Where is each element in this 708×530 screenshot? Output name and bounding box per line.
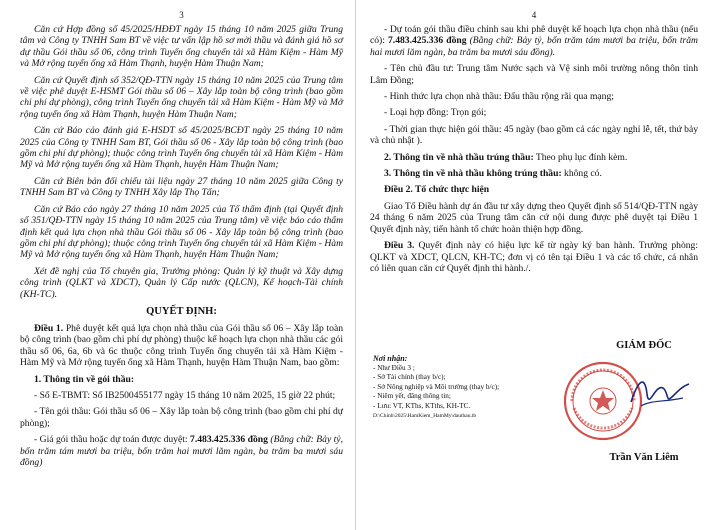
legal-basis-paragraph: Căn cứ Biên bản đối chiếu tài liệu ngày 27 tháng 10 năm 2025 giữa Công ty TNHH Sam BT và Công ty TNHH Xây lắp Thọ Tấn; <box>20 175 343 199</box>
recipients-title: Nơi nhận: <box>373 354 408 363</box>
method-line: - Hình thức lựa chọn nhà thầu: Đấu thầu rộng rãi qua mạng; <box>384 91 614 103</box>
section-2-text: Theo phụ lục đính kèm. <box>533 151 628 163</box>
adjusted-estimate-line <box>370 24 698 58</box>
package-price-line <box>20 434 343 468</box>
price-value: 7.483.425.336 đồng <box>190 434 268 446</box>
recipient-item: - Sở Tài chính (thay b/c); <box>373 373 446 382</box>
right-page <box>357 0 708 530</box>
signer-title: GIÁM ĐỐC <box>616 340 672 351</box>
article-3-text: Quyết định này có hiệu lực kể từ ngày ký ban hành. Trưởng phòng: QLKT và XDCT, QLCN, KH-TC; đơn vị có tên tại Điều 1 và các tổ chức, cá nhân có liên quan căn cứ Quyết định thi hành./. <box>370 240 698 274</box>
file-path: D:\Chinh\2025\HamKiem_HamMy\dauthau.tb <box>373 412 477 419</box>
page-number: 3 <box>179 10 184 20</box>
legal-basis-paragraph: Căn cứ Hợp đồng số 45/2025/HĐĐT ngày 15 tháng 10 năm 2025 giữa Trung tâm và Công ty TNHH Sam BT về việc tư vấn lập hồ sơ mời thầu và đánh giá hồ sơ dự thầu Gói thầu số 06, công trình Tuyến ống chuyển tải xã Hàm Kiệm - Hàm Mỹ và Mở rộng tuyến ống xã Hàm Thạnh, huyện Hàm Thuận Nam; <box>20 24 343 70</box>
recipient-item: - Niêm yết, đăng thông tin; <box>373 392 451 401</box>
package-name-line: - Tên gói thầu: Gói thầu số 06 – Xây lắp toàn bộ công trình (bao gồm chi phí dự phòng); <box>20 406 343 429</box>
price-prefix: - Giá gói thầu hoặc dự toán được duyệt: <box>34 434 191 446</box>
article-3-label: Điều 3. <box>384 240 415 252</box>
article-1-label: Điều 1. <box>34 322 64 334</box>
recipients-list <box>373 354 563 421</box>
article-2-text: Giao Tổ Điều hành dự án đầu tư xây dựng theo Quyết định số 514/QĐ-TTN ngày 24 tháng 6 năm 2025 của Trung tâm căn cứ nội dung được phê duyệt tại Điều 1 Quyết định này, tiến hành tổ chức hoàn thiện hợp đồng. <box>370 200 698 235</box>
recipient-item: - Sở Nông nghiệp và Môi trường (thay b/c); <box>373 382 500 391</box>
decision-heading: QUYẾT ĐỊNH: <box>146 305 217 317</box>
section-2 <box>370 152 698 163</box>
section-3-label: 3. Thông tin về nhà thầu không trúng thầu: <box>384 168 562 180</box>
price-in-words: (Bằng chữ: Bảy tỷ, bốn trăm tám mươi ba triệu, bốn trăm hai mươi lăm ngàn, ba trăm ba mươi sáu đồng) <box>20 434 344 468</box>
article-3 <box>370 240 698 274</box>
contract-type-line: - Loại hợp đồng: Trọn gói; <box>384 107 487 119</box>
article-2-heading: Điều 2. Tổ chức thực hiện <box>384 184 490 196</box>
article-1-text: Phê duyệt kết quả lựa chọn nhà thầu của Gói thầu số 06 – Xây lắp toàn bộ công trình (bao gồm chi phí dự phòng) thuộc kế hoạch lựa chọn nhà thầu các gói thầu số 06, 6a, 6b và 6c thuộc công trình Tuyến ống chuyển tải xã Hàm Kiệm - Hàm Mỹ và Mở rộng tuyến ống xã Hàm Thạnh, huyện Hàm Thuận Nam, bao gồm: <box>20 322 344 369</box>
estimate-value: 7.483.425.336 đồng <box>388 35 467 47</box>
ebmt-line: - Số E-TBMT: Số IB2500455177 ngày 15 tháng 10 năm 2025, 15 giờ 22 phút; <box>34 389 336 401</box>
recipient-item: - Như Điều 3 ; <box>373 363 415 372</box>
section-1-heading: 1. Thông tin về gói thầu: <box>34 373 135 385</box>
duration-line: - Thời gian thực hiện gói thầu: 45 ngày (bao gồm cả các ngày nghỉ lễ, tết, thứ bảy và chủ nhật ). <box>370 123 698 147</box>
legal-basis-paragraph: Căn cứ Báo cáo đánh giá E-HSDT số 45/2025/BCĐT ngày 25 tháng 10 năm 2025 của Công ty TNHH Sam BT, Gói thầu số 06 - Xây lắp toàn bộ công trình (bao gồm chi phí dự phòng); thuộc công trình Tuyến ống chuyển tải xã Hàm Kiệm - Hàm Mỹ và Mở rộng tuyến ống xã Hàm Thạnh, huyện Hàm Thuận Nam; <box>20 125 343 171</box>
proposal-paragraph: Xét đề nghị của Tổ chuyên gia, Trưởng phòng: Quản lý kỹ thuật và Xây dựng công trình (QLKT và XDCT), Quản lý Cấp nước (QLCN), Kế hoạch-Tài chính (KH-TC). <box>20 265 343 300</box>
section-3 <box>370 168 698 179</box>
section-3-text: không có. <box>561 168 602 180</box>
investor-line: - Tên chủ đầu tư: Trung tâm Nước sạch và Vệ sinh môi trường nông thôn tỉnh Lâm Đồng; <box>370 63 698 86</box>
estimate-prefix: - Dự toán gói thầu điều chỉnh sau khi phê duyệt kế hoạch lựa chọn nhà thầu (nếu có): <box>370 24 698 47</box>
estimate-in-words: (Bằng chữ: Bảy tỷ, bốn trăm tám mươi ba triệu, bốn trăm hai mươi lăm ngàn, ba trăm ba mươi sáu đồng). <box>370 35 698 58</box>
recipient-item: - Lưu: VT, KThs, KTths, KH-TC. <box>373 401 471 410</box>
signature-block <box>357 336 708 516</box>
legal-basis-paragraph: Căn cứ Quyết định số 352/QĐ-TTN ngày 15 tháng 10 năm 2025 của Trung tâm về việc phê duyệt E-HSMT Gói thầu số 06 – Xây lắp toàn bộ công trình (bao gồm chi phí dự phòng), công trình Tuyến ống chuyển tải xã Hàm Kiệm - Hàm Mỹ và Mở rộng tuyến ống xã Hàm Thạnh, huyện Hàm Thuận Nam; <box>20 74 343 120</box>
signer-name: Trần Văn Liêm <box>609 452 679 463</box>
article-1 <box>20 323 343 369</box>
page-number: 4 <box>531 10 537 20</box>
section-2-label: 2. Thông tin về nhà thầu trúng thầu: <box>384 151 534 163</box>
legal-basis-paragraph: Căn cứ Báo cáo ngày 27 tháng 10 năm 2025 của Tổ thẩm định (tại Quyết định số 351/QĐ-TTN ngày 15 tháng 10 năm 2025 của Trung tâm) về việc báo cáo thẩm định kết quả lựa chọn nhà thầu Gói thầu số 06 - Xây lắp toàn bộ công trình (bao gồm chi phí dự phòng); thuộc công trình Tuyến ống chuyển tải xã Hàm Kiệm - Hàm Mỹ và Mở rộng tuyến ống xã Hàm Thạnh, huyện Hàm Thuận Nam; <box>20 203 343 261</box>
handwritten-signature <box>625 366 695 416</box>
